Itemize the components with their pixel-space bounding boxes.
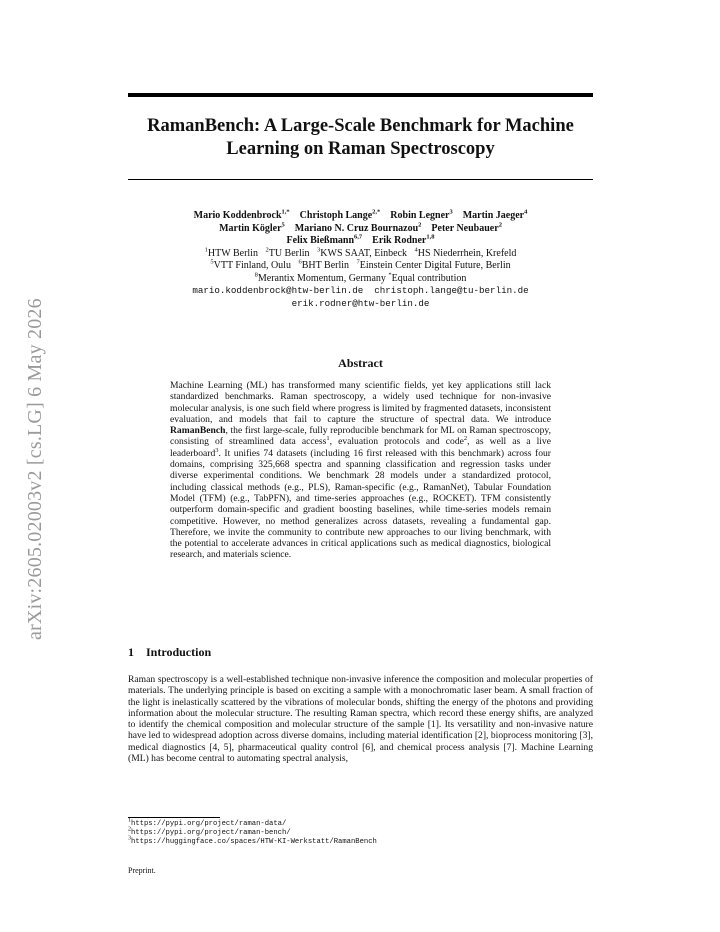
abstract-part: , evaluation protocols and code (329, 436, 464, 448)
footnote-number: 2 (128, 826, 131, 833)
footnote-marker[interactable]: 1 (326, 435, 330, 443)
section-title: Introduction (146, 645, 212, 659)
author-affil-sup: 3 (449, 208, 453, 216)
title-line-2: Learning on Raman Spectroscopy (226, 139, 495, 159)
author-name: Robin Legner (390, 210, 450, 221)
author-name: Mario Koddenbrock (193, 210, 282, 221)
abstract-heading: Abstract (338, 356, 383, 370)
author-line-1 (128, 210, 593, 223)
author-affil-sup: 6,7 (354, 233, 363, 241)
affiliation: VTT Finland, Oulu (213, 260, 291, 271)
preprint-label: Preprint. (128, 866, 156, 875)
section-number: 1 (128, 645, 134, 659)
introduction-paragraph: Raman spectroscopy is a well-established technique non-invasive inference the composition and molecular properties of materials. The underlying principle is based on exciting a sample with a monochromatic laser beam. A small fraction of the light is inelastically scattered by the vibrations of molecular bonds, shifting the energy of the photons and providing information about the molecular structure. The resulting Raman spectra, which record these energy shifts, are analyzed to identify the chemical composition and molecular structure of the sample [1]. Its versatility and non-invasive nature have led to widespread adoption across diverse domains, including material identification [2], bioprocess monitoring [3], medical diagnostics [4, 5], pharmaceutical quality control [6], and chemical process analysis [7]. Machine Learning (ML) has become central to automating spectral analysis, (128, 674, 593, 765)
author-block (128, 210, 593, 310)
author-name: Mariano N. Cruz Bournazou (294, 222, 419, 234)
footnote-number: 3 (128, 835, 131, 842)
author-affil-sup: 5 (281, 221, 285, 229)
affiliation-sup: 3 (317, 246, 321, 254)
affiliation: HS Niederrhein, Krefeld (417, 247, 517, 259)
affiliation-sup: 7 (356, 258, 360, 266)
footnote-url[interactable]: https://pypi.org/project/raman-bench/ (131, 829, 291, 837)
equal-contribution-sup: * (388, 271, 392, 279)
footnote-number: 1 (128, 817, 131, 824)
footnote-marker[interactable]: 2 (463, 435, 468, 443)
footnote-1[interactable] (128, 817, 377, 829)
affiliation-line-3 (128, 273, 593, 286)
abstract-part: Machine Learning (ML) has transformed many scientific fields, yet key applications still lack standardized benchmarks. Raman spectroscopy, a widely used technique for non-invasive molecular analysis, is one such field where progress is limited by fragmented datasets, inconsistent evaluation, and models that fail to capture the structure of spectral data. We introduce (170, 380, 551, 425)
footnote-3[interactable] (128, 835, 377, 847)
abstract-part: . It unifies 74 datasets (including 16 first released with this benchmark) across four domains, comprising 325,668 spectra and spanning classification and regression tasks under diverse experimental conditions. We benchmark 28 models under a standardized protocol, including classical methods (e.g., PLS), Raman-specific (e.g., RamanNet), Tabular Foundation Model (TFM) (e.g., TabPFN), and time-series approaches (e.g., ROCKET). TFM consistently outperform domain-specific and gradient boosting baselines, while time-series models remain competitive. However, no method generalizes across datasets, revealing a fundamental gap. Therefore, we invite the community to contribute new approaches to our living benchmark, with the potential to accelerate advances in critical applications such as medical diagnostics, biological research, and materials science. (170, 447, 551, 561)
email-line-1[interactable]: mario.koddenbrock@htw-berlin.de christoph.lange@tu-berlin.de (192, 285, 529, 296)
affiliation-sup: 2 (265, 246, 269, 254)
affiliation: KWS SAAT, Einbeck (320, 247, 408, 259)
footnote-rule (128, 817, 220, 818)
equal-contribution-note: Equal contribution (391, 272, 467, 284)
arxiv-identifier-stamp: arXiv:2605.02003v2 [cs.LG] 6 May 2026 (24, 298, 46, 640)
affiliation: BHT Berlin (301, 260, 350, 271)
author-line-3 (128, 235, 593, 248)
ramanbench-name: RamanBench (170, 425, 226, 437)
affiliation: TU Berlin (268, 247, 310, 259)
affiliation-line-2 (128, 260, 593, 273)
footnotes (128, 817, 377, 847)
abstract-text (170, 380, 551, 561)
email-line-2[interactable]: erik.rodner@htw-berlin.de (291, 297, 430, 309)
author-affil-sup: 4 (524, 208, 528, 216)
affiliation-sup: 1 (204, 246, 208, 254)
affiliation-sup: 5 (210, 258, 214, 266)
paper-title (128, 115, 593, 161)
affiliation-sup: 6 (298, 258, 302, 266)
author-name: Felix Bießmann (286, 235, 355, 246)
author-name: Martin Jaeger (462, 210, 525, 221)
author-affil-sup: 2,* (372, 208, 381, 216)
footnote-marker[interactable]: 3 (215, 446, 219, 454)
author-affil-sup: 1,* (281, 208, 290, 216)
affiliation: HTW Berlin (207, 247, 258, 259)
affiliation-sup: 4 (414, 246, 418, 254)
author-name: Peter Neubauer (431, 222, 499, 234)
author-name: Martin Kögler (219, 222, 282, 234)
author-affil-sup: 1,8 (426, 233, 435, 241)
title-line-1: RamanBench: A Large-Scale Benchmark for Machine (147, 116, 574, 136)
affiliation: Merantix Momentum, Germany (257, 272, 389, 284)
affiliation-line-1 (128, 248, 593, 261)
author-affil-sup: 2 (498, 221, 502, 229)
author-name: Erik Rodner (372, 235, 427, 246)
abstract-part: , the first large-scale, fully reproducible benchmark for ML on Raman spectroscopy, consisting of streamlined data access (170, 425, 551, 448)
footnote-url[interactable]: https://huggingface.co/spaces/HTW-KI-Werkstatt/RamanBench (131, 838, 377, 846)
title-bottom-rule (128, 179, 593, 180)
author-affil-sup: 2 (418, 221, 422, 229)
footnote-url[interactable]: https://pypi.org/project/raman-data/ (131, 820, 287, 828)
affiliation-sup: 8 (254, 271, 258, 279)
section-heading-introduction (128, 645, 211, 660)
title-top-rule (128, 93, 593, 97)
affiliation: Einstein Center Digital Future, Berlin (359, 260, 511, 271)
author-name: Christoph Lange (299, 210, 373, 221)
footnote-2[interactable] (128, 826, 377, 838)
abstract-part: , as well as a live leaderboard (170, 436, 551, 459)
